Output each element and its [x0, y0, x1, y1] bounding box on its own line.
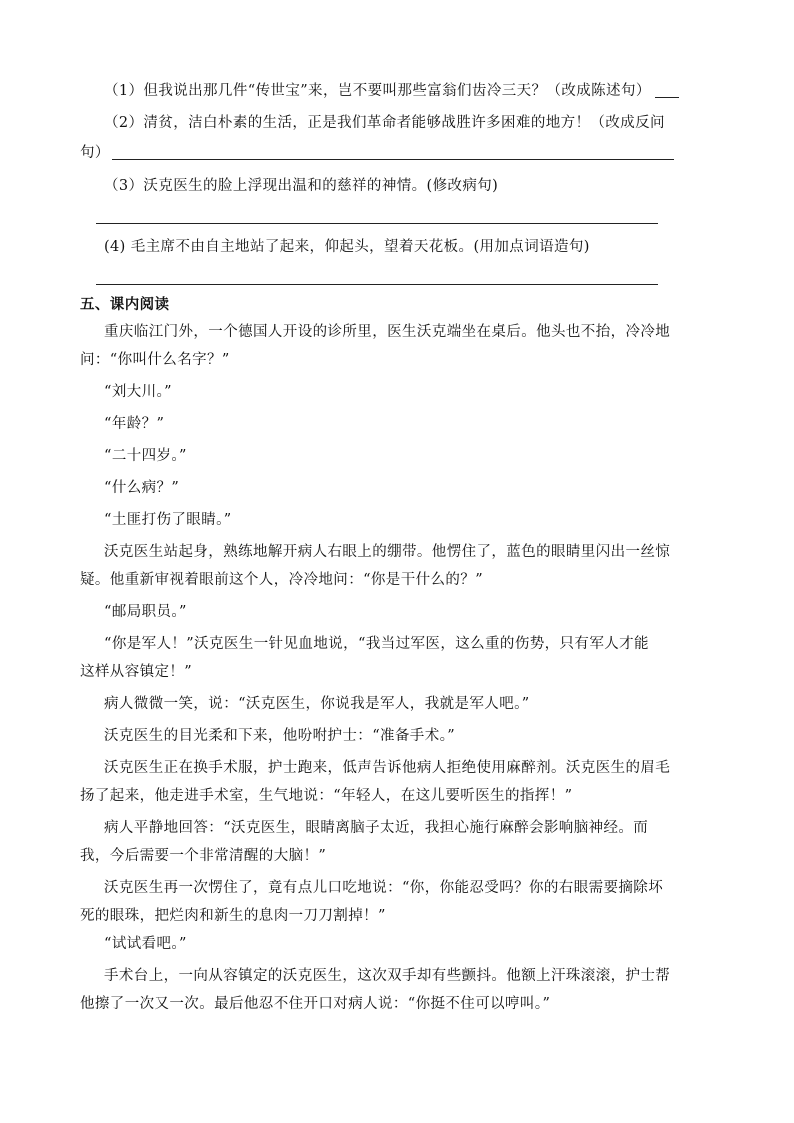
exercise-2-line2-text: 句）: [80, 145, 110, 161]
exercise-4: (4) 毛主席不由自主地站了起来，仰起头，望着天花板。(用加点词语造句): [104, 239, 590, 255]
passage-line: 扬了起来，他走进手术室，生气地说：“年轻人，在这儿要听医生的指挥！”: [80, 788, 573, 804]
passage-line: 沃克医生再一次愣住了，竟有点儿口吃地说：“你，你能忍受吗？你的右眼需要摘除坏: [104, 880, 664, 896]
exercise-3-answer-line[interactable]: [96, 223, 658, 224]
exercise-2-line2: [80, 143, 674, 163]
passage-line: “邮局职员。”: [104, 604, 187, 620]
passage-line: 沃克医生的目光柔和下来，他吩咐护士：“准备手术。”: [104, 728, 456, 744]
passage-line: 病人微微一笑，说：“沃克医生，你说我是军人，我就是军人吧。”: [104, 696, 530, 712]
exercise-2-line1: （2）清贫，洁白朴素的生活，正是我们革命者能够战胜许多困难的地方！（改成反问: [104, 115, 665, 131]
exercise-1: [104, 81, 679, 101]
passage-line: “二十四岁。”: [104, 448, 187, 464]
passage-line: 病人平静地回答：“沃克医生，眼睛离脑子太近，我担心施行麻醉会影响脑神经。而: [104, 820, 649, 836]
passage-line: 我，今后需要一个非常清醒的大脑！”: [80, 848, 327, 864]
passage-line: “年龄？”: [104, 416, 165, 432]
passage-line: 死的眼珠，把烂肉和新生的息肉一刀刀割掉！”: [80, 908, 386, 924]
section-heading: 五、课内阅读: [80, 297, 170, 313]
exercise-3: （3）沃克医生的脸上浮现出温和的慈祥的神情。(修改病句): [104, 178, 499, 194]
exercise-2-answer-blank[interactable]: [112, 158, 674, 160]
passage-line: 疑。他重新审视着眼前这个人，冷冷地问：“你是干什么的？”: [80, 572, 484, 588]
passage-line: “什么病？”: [104, 480, 180, 496]
passage-line: “刘大川。”: [104, 384, 172, 400]
passage-line: 手术台上，一向从容镇定的沃克医生，这次双手却有些颤抖。他额上汗珠滚滚，护士帮: [104, 968, 671, 984]
passage-line: 沃克医生正在换手术服，护士跑来，低声告诉他病人拒绝使用麻醉剂。沃克医生的眉毛: [104, 760, 671, 776]
passage-line: 他擦了一次又一次。最后他忍不住开口对病人说：“你挺不住可以哼叫。”: [80, 996, 551, 1012]
exercise-4-answer-line[interactable]: [96, 284, 658, 285]
passage-line: “土匪打伤了眼睛。”: [104, 512, 232, 528]
passage-line: 重庆临江门外，一个德国人开设的诊所里，医生沃克端坐在桌后。他头也不抬，冷冷地: [104, 324, 671, 340]
passage-line: “试试看吧。”: [104, 936, 187, 952]
exercise-1-answer-blank[interactable]: [655, 96, 679, 98]
exercise-1-text: （1）但我说出那几件“传世宝”来，岂不要叫那些富翁们齿冷三天？（改成陈述句）: [104, 83, 651, 99]
passage-line: 沃克医生站起身，熟练地解开病人右眼上的绷带。他愣住了，蓝色的眼睛里闪出一丝惊: [104, 544, 671, 560]
passage-line: 这样从容镇定！”: [80, 664, 193, 680]
passage-line: “你是军人！”沃克医生一针见血地说，“我当过军医，这么重的伤势，只有军人才能: [104, 636, 649, 652]
passage-line: 问：“你叫什么名字？”: [80, 352, 230, 368]
